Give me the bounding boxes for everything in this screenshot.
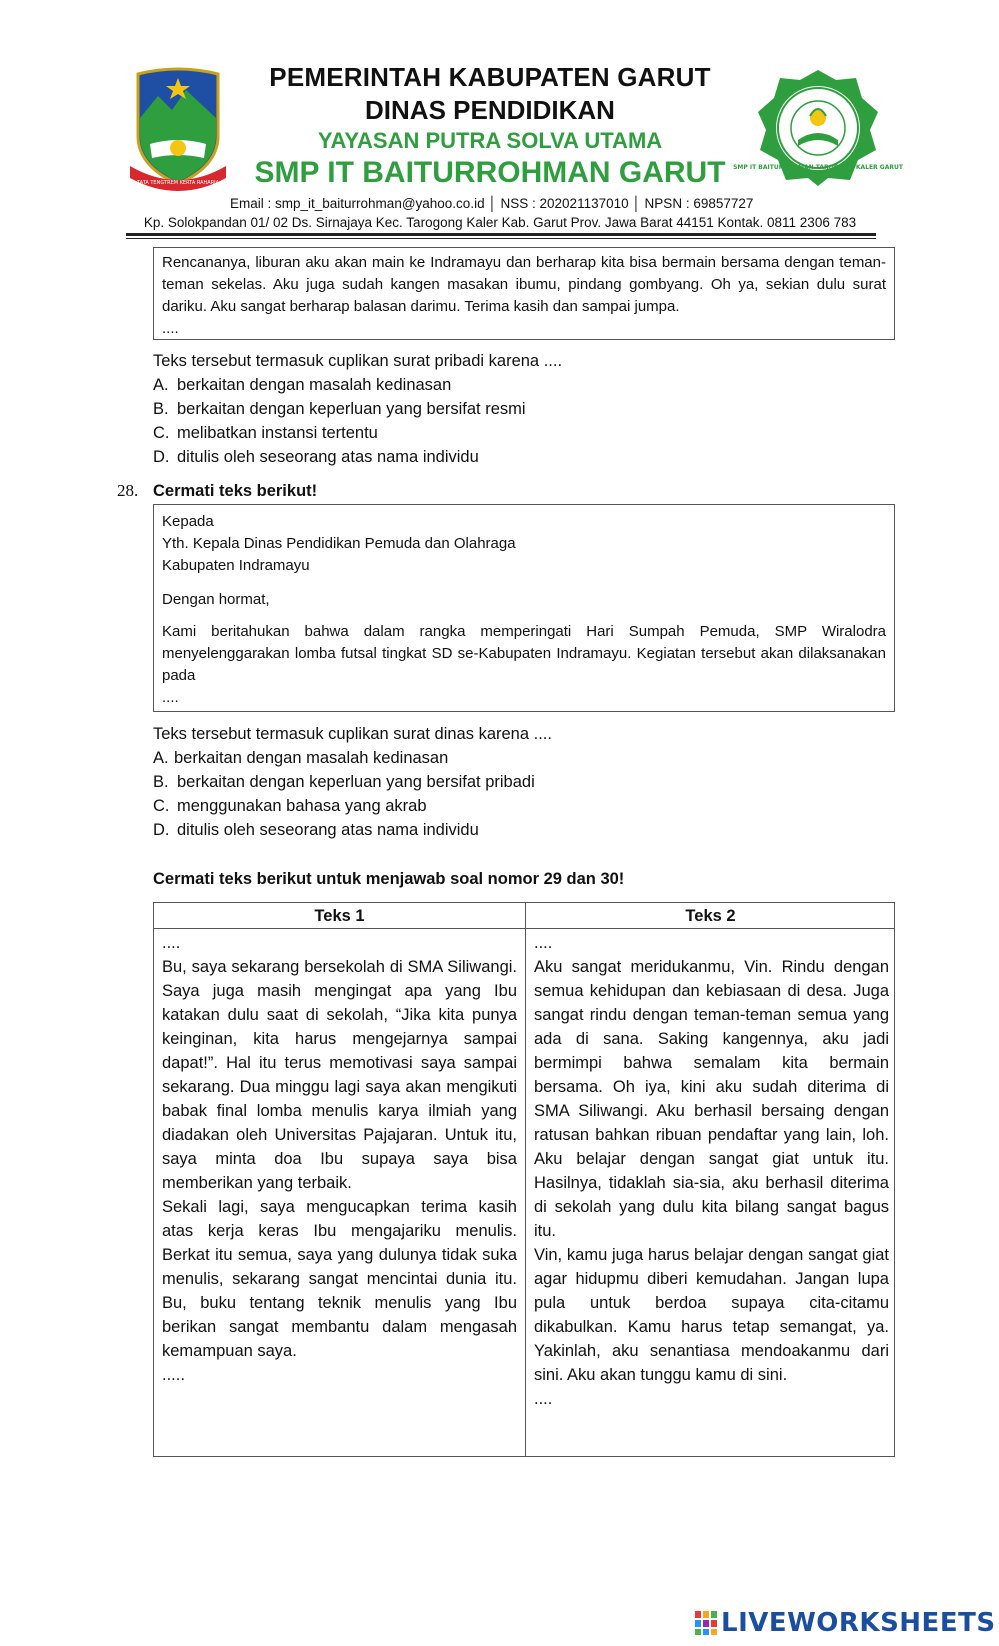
option-letter: B. — [153, 400, 169, 418]
option-text: melibatkan instansi tertentu — [177, 424, 378, 442]
option-text: berkaitan dengan masalah kedinasan — [174, 749, 449, 767]
teks2-bottom-ellipsis: .... — [534, 1390, 553, 1408]
q28-number: 28. — [117, 481, 139, 500]
option-letter: B. — [153, 773, 169, 791]
letter-to-line3: Kabupaten Indramayu — [162, 557, 310, 574]
option-text: ditulis oleh seseorang atas nama individu — [177, 821, 479, 839]
teks1-column — [162, 931, 517, 1387]
letterhead — [0, 0, 999, 245]
liveworksheets-watermark — [695, 1608, 996, 1638]
q27-question: Teks tersebut termasuk cuplikan surat pribadi karena .... — [153, 352, 563, 370]
q28-option-c[interactable] — [153, 794, 427, 818]
letterhead-contact: Email : smp_it_baiturrohman@yahoo.co.id │ NSS : 202021137010 │ NPSN : 69857727 — [230, 196, 754, 211]
option-text: berkaitan dengan keperluan yang bersifat pribadi — [177, 773, 535, 791]
letterhead-government: PEMERINTAH KABUPATEN GARUT — [269, 62, 711, 92]
personal-letter-ellipsis: .... — [162, 320, 179, 337]
q28-title: Cermati teks berikut! — [153, 482, 318, 500]
letterhead-rule-thick — [126, 233, 876, 236]
personal-letter-excerpt-box — [153, 247, 895, 340]
section-instruction: Cermati teks berikut untuk menjawab soal nomor 29 dan 30! — [153, 870, 625, 888]
teks1-bottom-ellipsis: ..... — [162, 1366, 185, 1384]
q28-option-b[interactable] — [153, 770, 535, 794]
table-column-divider — [525, 903, 526, 1456]
left-logo-motto: TATA TENGTREM KERTA RAHARJA — [137, 180, 219, 186]
letterhead-rule-thin — [126, 238, 876, 239]
liveworksheets-logo-icon — [695, 1611, 717, 1635]
q27-option-c[interactable] — [153, 421, 378, 445]
garut-regency-logo — [128, 66, 228, 200]
q27-option-d[interactable] — [153, 445, 479, 469]
option-letter: C. — [153, 424, 170, 442]
teks2-top-ellipsis: .... — [534, 934, 553, 952]
q28-question: Teks tersebut termasuk cuplikan surat dinas karena .... — [153, 725, 552, 743]
q28-option-d[interactable] — [153, 818, 479, 842]
q27-option-b[interactable] — [153, 397, 526, 421]
option-text: ditulis oleh seseorang atas nama individu — [177, 448, 479, 466]
teks1-header: Teks 1 — [314, 907, 365, 925]
option-letter: D. — [153, 448, 170, 466]
teks1-paragraph-2: Sekali lagi, saya mengucapkan terima kasih atas kerja keras Ibu mengajariku menulis. Berkat itu semua, saya yang dulunya tidak suka menulis, sekarang sangat mencintai dunia itu. Bu, buku tentang teknik menulis yang Ibu berikan sangat membantu dalam mengasah kemampuan saya. — [162, 1198, 517, 1360]
liveworksheets-brand: LIVEWORKSHEETS — [721, 1608, 996, 1638]
letter-to-line2: Yth. Kepala Dinas Pendidikan Pemuda dan Olahraga — [162, 535, 516, 552]
option-letter: A. — [153, 376, 169, 394]
option-text: menggunakan bahasa yang akrab — [177, 797, 427, 815]
letter-body: Kami beritahukan bahwa dalam rangka memperingati Hari Sumpah Pemuda, SMP Wiralodra menyelenggarakan lomba futsal tingkat SD se-Kabupaten Indramayu. Kegiatan tersebut akan dilaksanakan pada — [162, 623, 886, 684]
teks1-paragraph-1: Bu, saya sekarang bersekolah di SMA Siliwangi. Saya juga masih mengingat apa yang Ibu katakan dulu saat di sekolah, “Jika kita punya keinginan, kita harus mengejarnya sampai dapat!”. Hal itu terus memotivasi saya sampai sekarang. Dua minggu lagi saya akan mengikuti babak final lomba menulis karya ilmiah yang diadakan oleh Universitas Pajajaran. Untuk itu, saya minta doa Ibu supaya saya bisa memberikan yang terbaik. — [162, 958, 517, 1192]
option-text: berkaitan dengan keperluan yang bersifat resmi — [177, 400, 526, 418]
official-letter-excerpt-box — [153, 504, 895, 712]
option-letter: A. — [153, 749, 169, 767]
letter-to-line1: Kepada — [162, 513, 214, 530]
teks2-header: Teks 2 — [685, 907, 736, 925]
personal-letter-text: Rencananya, liburan aku akan main ke Indramayu dan berharap kita bisa bermain bersama dengan teman-teman sekelas. Aku juga sudah kangen masakan ibumu, pindang gombyang. Oh ya, sekian dulu surat dariku. Aku sangat berharap balasan darimu. Terima kasih dan sampai jumpa. — [162, 254, 886, 315]
table-header-divider — [154, 928, 894, 929]
teks1-top-ellipsis: .... — [162, 934, 181, 952]
teks2-paragraph-1: Aku sangat meridukanmu, Vin. Rindu dengan semua kehidupan dan kebiasaan di desa. Juga sangat rindu dengan teman-teman semua yang ada di sana. Saking kangennya, aku jadi bermimpi bahwa semalam kita bermain bersama. Oh iya, kini aku sudah diterima di SMA Siliwangi. Aku berhasil bersaing dengan ratusan bahkan ribuan pendaftar yang lain, loh. Aku belajar dengan sangat giat untuk itu. Hasilnya, tidaklah sia-sia, aku berhasil diterima di sekolah yang dulu kita bilang sangat bagus itu. — [534, 958, 889, 1240]
school-emblem-logo — [733, 68, 903, 188]
letterhead-department: DINAS PENDIDIKAN — [365, 95, 615, 125]
teks2-paragraph-2: Vin, kamu juga harus belajar dengan sangat giat agar hidupmu diberi kemudahan. Jangan lupa pula untuk berdoa supaya cita-citamu dikabulkan. Kamu harus tetap semangat, ya. Yakinlah, aku senantiasa mendoakanmu dari sini. Aku akan tunggu kamu di sini. — [534, 1246, 889, 1384]
letter-ellipsis: .... — [162, 689, 179, 706]
option-text: berkaitan dengan masalah kedinasan — [177, 376, 452, 394]
right-logo-text: SMP IT BAITURROHMAN TAROGONG KALER GARUT — [733, 164, 903, 171]
texts-comparison-table — [153, 902, 895, 1457]
teks2-column — [534, 931, 889, 1411]
q27-option-a[interactable] — [153, 373, 451, 397]
letterhead-address: Kp. Solokpandan 01/ 02 Ds. Sirnajaya Kec. Tarogong Kaler Kab. Garut Prov. Jawa Barat 44151 Kontak. 0811 2306 783 — [143, 215, 857, 230]
option-letter: C. — [153, 797, 170, 815]
option-letter: D. — [153, 821, 170, 839]
letterhead-school-name: SMP IT BAITURROHMAN GARUT — [254, 156, 726, 189]
letter-greeting: Dengan hormat, — [162, 591, 270, 608]
letterhead-foundation: YAYASAN PUTRA SOLVA UTAMA — [317, 128, 663, 153]
q28-option-a[interactable] — [153, 746, 448, 770]
